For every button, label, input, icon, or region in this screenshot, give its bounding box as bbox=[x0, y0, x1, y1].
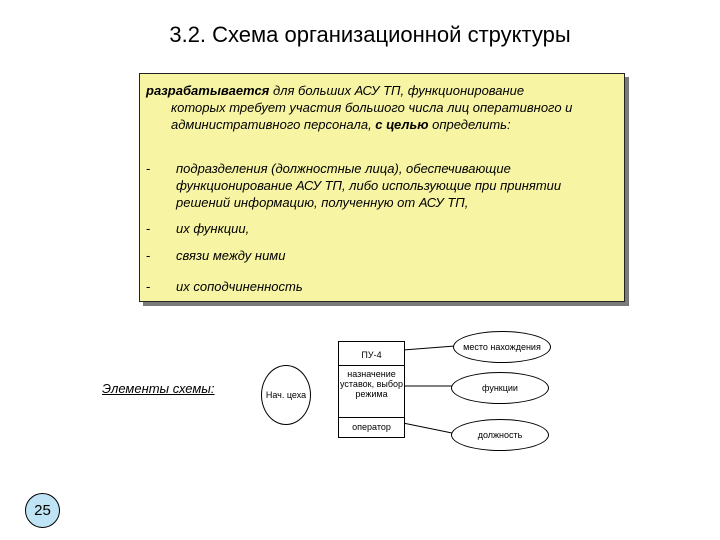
note-intro-lead: разрабатывается bbox=[146, 83, 270, 98]
note-intro-line3b: определить: bbox=[428, 117, 511, 132]
page-number-badge: 25 bbox=[25, 493, 60, 528]
block-functions: назначение уставок, выбор режима bbox=[339, 365, 404, 418]
note-intro-line2: которых требует участия большого числа лиц оперативного и bbox=[171, 100, 573, 115]
bullet-text: их функции, bbox=[176, 221, 250, 236]
note-intro-line3a: административного персонала, bbox=[171, 117, 376, 132]
position-callout: должность bbox=[451, 419, 549, 451]
block-header: ПУ-4 bbox=[361, 350, 382, 360]
bullet-text: связи между ними bbox=[176, 248, 286, 263]
functions-callout: функции bbox=[451, 372, 549, 404]
bullet-text: их соподчиненность bbox=[176, 279, 303, 294]
bullet-text: подразделения (должностные лица), обеспечивающие функционирование АСУ ТП, либо использующие при принятии решений информацию, полученную от АСУ ТП, bbox=[176, 161, 562, 210]
note-intro-line1: для больших АСУ ТП, функционирование bbox=[269, 83, 525, 98]
location-callout: место нахождения bbox=[453, 331, 551, 363]
control-unit-block bbox=[338, 341, 405, 438]
slide-title: 3.2. Схема организационной структуры bbox=[169, 22, 571, 47]
department-head-node: Нач. цеха bbox=[261, 365, 311, 425]
block-position: оператор bbox=[352, 422, 391, 432]
bullet-dash: - bbox=[146, 221, 151, 236]
bullet-dash: - bbox=[146, 248, 151, 263]
diagram-elements-label: Элементы схемы: bbox=[102, 381, 215, 396]
connector-line bbox=[403, 423, 452, 433]
bullet-dash: - bbox=[146, 161, 151, 176]
note-intro-emphasis: с целью bbox=[375, 117, 429, 132]
connector-line bbox=[403, 346, 455, 350]
bullet-dash: - bbox=[146, 279, 151, 294]
